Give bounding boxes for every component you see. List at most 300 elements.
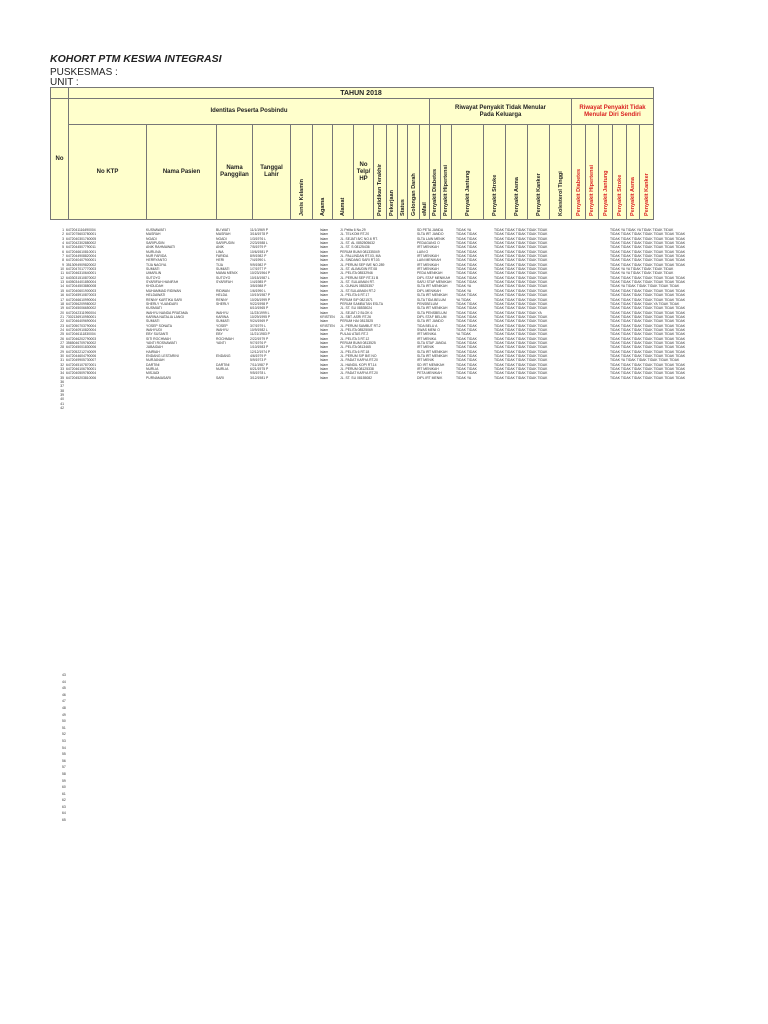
cell-ktp: 6472044908820004 — [66, 254, 97, 259]
cell-fam2: TIDAK TIDAK TIDAK TIDAK TIDAK — [494, 271, 548, 276]
self-history-header: Riwayat Penyakit Tidak Menular Diri Sendiri — [572, 99, 654, 125]
cell-self: TIDAK TIDAK TIDAK TIDAK TIDAK TIDAK TIDAK — [610, 367, 686, 371]
cell-no: 16 — [60, 293, 64, 298]
cell-nama: HELDAWATI — [146, 293, 166, 298]
cell-fam: TIDAK TIDAK — [456, 271, 477, 276]
cell-alamat: JL. ST. ALIMUDIN RT.08 — [340, 267, 378, 272]
cell-agama: Islam — [320, 353, 329, 358]
cell-self: TIDAK TIDAK TIDAK TIDAK TIDAK TIDAK TIDAK — [610, 323, 686, 328]
cell-ktp: 6472046106750001 — [66, 367, 97, 371]
cell-tgl: 3/12/1981 P — [250, 375, 269, 380]
col-email: eMail — [421, 202, 428, 216]
table-row-empty: 61 — [62, 791, 66, 796]
cell-fam2: TIDAK TIDAK TIDAK TIDAK TIDAK — [494, 358, 548, 363]
table-row-empty: 63 — [62, 804, 66, 809]
cell-self: TIDAK TIDAK TIDAK TIDAK TIDAK TIDAK TIDAK — [610, 314, 686, 319]
cell-etc: IRT MENIK — [417, 345, 435, 350]
cell-fam: TIDAK TIDAK — [456, 280, 477, 285]
cell-alamat: JL. PELITA 3 RT.12 — [340, 336, 370, 341]
cell-agama: KRISTEN — [320, 314, 335, 319]
cell-panggilan: SUMIATI — [216, 319, 230, 324]
cell-panggilan: SUTOYO — [216, 275, 231, 280]
cell-no: 31 — [60, 358, 64, 363]
cell-self: TIDAK YA TIDAK TIDAK TIDAK TIDAK TIDAK — [610, 284, 680, 289]
cell-agama: Islam — [320, 362, 329, 367]
col-family-stroke: Penyakit Stroke — [491, 174, 498, 216]
cell-panggilan: SYARIFAH — [216, 280, 233, 285]
cell-ktp: 6472044503880008 — [66, 284, 97, 289]
col-golongan-darah: Golongan Darah — [410, 173, 417, 216]
cell-agama: Islam — [320, 332, 329, 337]
cell-self: TIDAK TIDAK TIDAK TIDAK TIDAK TIDAK TIDAK — [610, 249, 686, 254]
cell-no: 1 — [62, 228, 64, 232]
cell-self: TIDAK TIDAK TIDAK TIDAK TIDAK TIDAK TIDAK — [610, 306, 686, 311]
cell-alamat: JL. ST. AL 0852505632 — [340, 241, 375, 246]
cell-fam2: TIDAK TIDAK TIDAK TIDAK TIDAK — [494, 345, 548, 350]
cell-self: TIDAK TIDAK TIDAK TIDAK YA TIDAK TIDAK — [610, 301, 680, 306]
cell-alamat: JL. HANDIL KOPI RT.14 — [340, 362, 377, 367]
cell-etc: SLTA IRT JANDO — [417, 232, 444, 237]
cell-nama: SYARIFAH HANIFAH — [146, 280, 179, 285]
table-row-empty: 62 — [62, 798, 66, 803]
cell-no: 26 — [60, 336, 64, 341]
table-row-empty: 50 — [62, 719, 66, 724]
cell-ktp: 6472047017770003 — [66, 267, 97, 272]
cell-ktp: 6472045910870003 — [66, 293, 97, 298]
cell-self: TIDAK TIDAK TIDAK TIDAK TIDAK TIDAK TIDAK — [610, 336, 686, 341]
cell-self: TIDAK TIDAK TIDAK TIDAK TIDAK TIDAK TIDAK — [610, 349, 686, 354]
col-family-diabetes: Penyakit Diabetes — [432, 168, 438, 216]
cell-self: TIDAK TIDAK TIDAK TIDAK TIDAK TIDAK TIDAK — [610, 275, 686, 280]
cell-nama: MASRAH — [146, 232, 161, 237]
cell-self: TIDAK TIDAK TIDAK TIDAK TIDAK TIDAK TIDAK — [610, 262, 686, 267]
cell-self: TIDAK YA TIDAK TIDAK TIDAK TIDAK TIDAK — [610, 358, 680, 363]
cell-fam2: TIDAK TIDAK TIDAK TIDAK TIDAK — [494, 353, 548, 358]
cell-fam: TIDAK TIDAK — [456, 371, 477, 376]
cell-panggilan: WAHYU — [216, 327, 229, 332]
cell-fam2: TIDAK TIDAK TIDAK TIDAK TIDAK — [494, 245, 548, 250]
cell-alamat: JL. PELITA 08532946 — [340, 271, 373, 276]
cell-ktp: 6472044604790006 — [66, 353, 97, 358]
cell-alamat: JL. PADAT KARYA RT.20 — [340, 371, 378, 376]
cell-fam2: TIDAK TIDAK TIDAK TIDAK TIDAK — [494, 232, 548, 237]
cell-panggilan: SARI — [216, 375, 224, 380]
cell-no: 40 — [60, 397, 64, 402]
cell-panggilan: ANIK — [216, 245, 224, 250]
cell-fam: TIDAK TIDAK — [456, 267, 477, 272]
cell-fam: TIDAK TIDAK — [456, 340, 477, 345]
cell-self: TIDAK TIDAK TIDAK TIDAK TIDAK TIDAK TIDAK — [610, 375, 686, 380]
cell-etc: IRT MENIKAH — [417, 254, 439, 259]
cell-nama: SARIPUDIN — [146, 241, 165, 246]
cell-etc: IRT MENIKAH — [417, 267, 439, 272]
cell-nama: SUMIATI — [146, 319, 160, 324]
cell-nama: KARINA NATALIA LANGI — [146, 314, 184, 319]
table-row-empty: 65 — [62, 818, 66, 823]
no-header: No — [51, 99, 69, 220]
cell-fam2: TIDAK TIDAK TIDAK TIDAK TIDAK — [494, 371, 548, 376]
cell-tgl: 1/6/1990 L — [250, 288, 267, 293]
cell-panggilan: NGADI — [216, 236, 227, 241]
cell-no: 38 — [60, 388, 64, 393]
cell-no: 19 — [60, 306, 64, 311]
cell-no: 6 — [62, 249, 64, 254]
cell-self: TIDAK TIDAK TIDAK TIDAK TIDAK TIDAK TIDAK — [610, 310, 686, 315]
cell-fam2: TIDAK TIDAK TIDAK TIDAK TIDAK — [494, 362, 548, 367]
cell-panggilan: ROCHMAH — [216, 336, 234, 341]
cell-ktp: 7302136910950001 — [66, 314, 97, 319]
cell-ktp: 3513094909820002 — [66, 262, 97, 267]
cell-nama: JUBAIDAH — [146, 345, 163, 350]
cell-no: 14 — [60, 284, 64, 289]
cell-panggilan: RENNY — [216, 297, 228, 302]
family-history-header: Riwayat Penyakit Tidak Menular Pada Keluarga — [430, 99, 572, 125]
cell-alamat: PERUM HAI 0813525 — [340, 319, 373, 324]
cell-ktp: 6472041116490004 — [66, 228, 96, 232]
cell-ktp: 6472046610990004 — [66, 297, 97, 302]
cell-alamat: JL. TELKOM RT.20 — [340, 232, 370, 237]
cell-alamat: JL. PELITA 6 RT.18 — [340, 349, 370, 354]
cell-ktp: 6472046409690004 — [66, 319, 97, 324]
cell-self: TIDAK TIDAK TIDAK TIDAK TIDAK TIDAK TIDAK — [610, 241, 686, 246]
col-self-jantung: Penyakit Jantung — [602, 170, 609, 216]
cell-no: 41 — [60, 401, 64, 406]
cell-tgl: 11/23/1999 L — [250, 310, 270, 315]
cell-tgl: 3/16/1978 P — [250, 232, 269, 237]
cell-etc: SARJ STAF MENIKAH — [417, 280, 452, 285]
cell-fam: TIDAK TIDAK — [456, 327, 477, 332]
cell-no: 11 — [60, 271, 64, 276]
cell-fam2: TIDAK TIDAK TIDAK TIDAK TIDAK — [494, 332, 548, 337]
cell-ktp: 6472052212740009 — [66, 349, 97, 354]
cell-etc: IRT MENIKAH — [417, 262, 439, 267]
cell-no: 23 — [60, 323, 64, 328]
cell-agama: Islam — [320, 349, 329, 354]
cell-alamat: JL. PERUM SAMBUT RT.2 — [340, 323, 381, 328]
cell-self: TIDAK TIDAK TIDAK TIDAK TIDAK TIDAK TIDAK — [610, 340, 686, 345]
cell-etc: IRT MENIKA — [417, 332, 437, 337]
cell-tgl: 10/26/1999 P — [250, 297, 271, 302]
cell-ktp: 6472042302880002 — [66, 241, 97, 246]
col-status: Status — [399, 199, 406, 216]
cell-etc: LAIN MENIKAH — [417, 258, 441, 263]
table-row-empty: 43 — [62, 673, 66, 677]
table-row-empty: 54 — [62, 745, 66, 750]
cell-self: TIDAK TIDAK TIDAK TIDAK TIDAK TIDAK TIDAK — [610, 362, 686, 367]
cell-fam2: TIDAK TIDAK TIDAK TIDAK TIDAK — [494, 293, 548, 298]
cell-nama: SUTOYO — [146, 275, 161, 280]
cell-panggilan: KARINA — [216, 314, 229, 319]
col-family-hipertensi: Penyakit Hipertensi — [443, 164, 449, 216]
table-row-empty: 60 — [62, 785, 66, 790]
table-row-empty: 52 — [62, 732, 66, 737]
cell-no: 5 — [62, 245, 64, 250]
cell-no: 25 — [60, 332, 64, 337]
cell-fam: TIDAK TIDAK — [456, 310, 477, 315]
cell-alamat: JL. PERUM 08125338 — [340, 367, 374, 371]
cell-panggilan: HELDA — [216, 293, 228, 298]
cell-agama: Islam — [320, 284, 329, 289]
cell-etc: SLTA LAIN MENIK — [417, 236, 445, 241]
cell-alamat: JL. PERUM SIP B/E NO — [340, 353, 377, 358]
cell-agama: Islam — [320, 236, 329, 241]
table-row-empty: 45 — [62, 686, 66, 691]
cell-fam2: TIDAK TIDAK TIDAK TIDAK TIDAK — [494, 340, 548, 345]
cell-etc: DIPL IRT MENIK — [417, 375, 443, 380]
col-self-diabetes: Penyakit Diabetes — [575, 168, 582, 216]
cell-etc: IRT MENIKAH — [417, 367, 439, 371]
cell-self: TIDAK YA TIDAK YA TIDAK TIDAK TIDAK — [610, 228, 674, 232]
cell-panggilan: MAMA MENIX — [216, 271, 238, 276]
col-self-hipertensi: Penyakit Hipertensi — [589, 164, 595, 216]
cell-self: TIDAK YA YA TIDAK TIDAK TIDAK TIDAK — [610, 267, 674, 272]
cell-self: TIDAK TIDAK TIDAK TIDAK TIDAK TIDAK TIDAK — [610, 254, 686, 259]
cell-etc: PEDA MENIKAH — [417, 271, 443, 276]
col-self-kanker: Penyakit Kanker — [643, 173, 650, 216]
cell-nama: NGADI — [146, 236, 157, 241]
cell-etc: PENSBELUM — [417, 301, 438, 306]
cell-tgl: 8/9/1982 P — [250, 254, 267, 259]
cell-etc: DIPL MENIKAH — [417, 288, 441, 293]
cell-tgl: 7/4/1990 L — [250, 258, 267, 263]
cell-self: TIDAK TIDAK TIDAK TIDAK TIDAK TIDAK TIDAK — [610, 327, 686, 332]
cell-agama: Islam — [320, 293, 329, 298]
cell-self: TIDAK TIDAK TIDAK TIDAK TIDAK TIDAK TIDAK — [610, 293, 686, 298]
cell-fam: TIDAK TIDAK — [456, 245, 477, 250]
col-nama-pasien: Nama Pasien — [147, 125, 217, 220]
cell-alamat: JL. SEJATI 8/C NO.6 RT. — [340, 236, 378, 241]
cell-fam2: TIDAK TIDAK TIDAK TIDAK TIDAK — [494, 262, 548, 267]
cell-alamat: JL. ST. SU 08535024 — [340, 306, 373, 311]
year-header: TAHUN 2018 — [69, 88, 654, 99]
cell-ktp: 6472046310640001 — [66, 271, 97, 276]
cell-self: TIDAK TIDAK TIDAK TIDAK TIDAK TIDAK TIDAK — [610, 258, 686, 263]
cell-fam2: TIDAK TIDAK TIDAK TIDAK TIDAK — [494, 367, 548, 371]
cell-tgl: 2/23/1988 L — [250, 241, 268, 246]
cell-tgl: 7/11/1987 P — [250, 362, 269, 367]
cell-fam: TIDAK TIDAK — [456, 254, 477, 259]
cell-fam2: TIDAK TIDAK TIDAK TIDAK TIDAK — [494, 267, 548, 272]
cell-no: 29 — [60, 349, 64, 354]
cell-tgl: 3/7/1979 L — [250, 323, 267, 328]
cell-tgl: 9/22/1998 P — [250, 301, 269, 306]
cell-agama: Islam — [320, 262, 329, 267]
col-self-asma: Penyakit Asma — [630, 177, 636, 216]
cell-nama: RENNY KARTIKA SARI — [146, 297, 182, 302]
cell-tgl: 7/5/1979 P — [250, 245, 267, 250]
cell-fam2: TIDAK TIDAK TIDAK TIDAK TIDAK — [494, 327, 548, 332]
cell-agama: Islam — [320, 301, 329, 306]
cell-agama: Islam — [320, 310, 329, 315]
cell-tgl: 10/6/1981 P — [250, 249, 269, 254]
cell-agama: Islam — [320, 358, 329, 363]
cell-etc: PEDAGANG O — [417, 241, 440, 246]
cell-panggilan: SUMIATI — [216, 267, 230, 272]
table-row-empty: 47 — [62, 699, 66, 704]
cell-fam2: TIDAK TIDAK TIDAK TIDAK TIDAK — [494, 228, 548, 232]
cell-alamat: PERUM SAMBUTAN ESLTA — [340, 301, 383, 306]
cell-no: 10 — [60, 267, 64, 272]
unit-label: UNIT : — [50, 77, 79, 88]
cell-no: 32 — [60, 362, 64, 367]
cell-fam: TIDAK YA — [456, 228, 472, 232]
cell-tgl: 12/12/1974 P — [250, 349, 271, 354]
cell-alamat: JL. ST. SULAIMAN RT. — [340, 280, 375, 285]
cell-fam2: TIDAK TIDAK TIDAK TIDAK TIDAK — [494, 306, 548, 311]
cell-panggilan: DARTINI — [216, 362, 230, 367]
cell-nama: NUR FARIDA — [146, 254, 167, 259]
table-row-empty: 48 — [62, 705, 66, 710]
cell-self: TIDAK YA YA TIDAK TIDAK TIDAK TIDAK — [610, 271, 674, 276]
cell-fam: TIDAK YA — [456, 288, 472, 293]
cell-fam: YA TIDAK — [456, 332, 471, 337]
cell-nama: HAIRIAH — [146, 349, 160, 354]
cell-no: 28 — [60, 345, 64, 350]
table-row-empty: 57 — [62, 765, 66, 770]
cell-nama: DARTINI — [146, 362, 160, 367]
cell-self: TIDAK TIDAK TIDAK TIDAK TIDAK TIDAK TIDAK — [610, 236, 686, 241]
table-row-empty: 55 — [62, 752, 66, 757]
cell-fam: TIDAK TIDAK — [456, 301, 477, 306]
cell-tgl: 1/4/1985 P — [250, 280, 267, 285]
cell-self: TIDAK TIDAK TIDAK TIDAK TIDAK TIDAK TIDAK — [610, 353, 686, 358]
cell-no: 37 — [60, 384, 64, 389]
cell-no: 30 — [60, 353, 64, 358]
cell-alamat: JL. SINDANG SARI RT.03 — [340, 258, 380, 263]
cell-etc: SLTA TIDA BELUM — [417, 297, 446, 302]
table-row-empty: 49 — [62, 712, 66, 717]
cell-alamat: JL. ST. SU 08155082 — [340, 375, 373, 380]
cell-alamat: PERUM BUMI 081335049 — [340, 249, 380, 254]
cell-alamat: JL. PERUM SEP B/E NO.289 — [340, 262, 385, 267]
cell-ktp: 6472045006650002 — [66, 306, 97, 311]
cell-ktp: 6472050703790004 — [66, 323, 97, 328]
cell-fam: TIDAK TIDAK — [456, 236, 477, 241]
cell-agama: Islam — [320, 319, 329, 324]
cell-ktp: 6472040601900003 — [66, 288, 97, 293]
cell-fam2: TIDAK TIDAK TIDAK TIDAK TIDAK — [494, 301, 548, 306]
cell-fam2: TIDAK TIDAK TIDAK TIDAK YA — [494, 310, 542, 315]
cell-tgl: 10/19/1987 P — [250, 293, 271, 298]
cell-self: TIDAK TIDAK TIDAK TIDAK TIDAK TIDAK TIDAK — [610, 297, 686, 302]
cell-alamat: JL. GUNUN 08525357 — [340, 284, 374, 289]
cell-nama: TIJA NAGIYA — [146, 262, 167, 267]
cell-agama: Islam — [320, 367, 329, 371]
cell-agama: Islam — [320, 297, 329, 302]
cell-nama: WAHYU NANDA PRATAMA — [146, 310, 188, 315]
cell-tgl: 9/5/1978 L — [250, 371, 267, 376]
cell-no: 35 — [60, 375, 64, 380]
cell-etc: PETA MENIKAH — [417, 371, 442, 376]
cell-panggilan: TIJA — [216, 262, 223, 267]
cell-etc: SLTA PENSBELUM — [417, 310, 447, 315]
cell-nama: WAHYUDI — [146, 327, 162, 332]
cell-panggilan: WAHYU — [216, 310, 229, 315]
col-no-ktp: No KTP — [69, 125, 147, 220]
identity-group-header: Identitas Peserta Posbindu — [69, 99, 430, 125]
cell-no: 21 — [60, 314, 64, 319]
cell-alamat: JL. SEJATI 2 BLOK 6 — [340, 310, 373, 315]
cell-ktp: 6472040301760005 — [66, 236, 97, 241]
table-row-empty: 56 — [62, 758, 66, 763]
cell-panggilan: ENDANG — [216, 353, 231, 358]
cell-agama: Islam — [320, 258, 329, 263]
cell-fam2: TIDAK TIDAK TIDAK TIDAK TIDAK — [494, 258, 548, 263]
cell-etc: SD IRT MENIKAH — [417, 362, 445, 367]
cell-fam: TIDAK TIDAK — [456, 323, 477, 328]
cell-fam: TIDAK TIDAK — [456, 241, 477, 246]
col-tanggal-lahir: Tanggal Lahir — [253, 125, 291, 220]
cell-panggilan: SARIPUDIN — [216, 241, 235, 246]
cell-no: 13 — [60, 280, 64, 285]
cell-tgl: 9/7/1976 P — [250, 340, 267, 345]
cell-fam2: TIDAK TIDAK TIDAK TIDAK TIDAK — [494, 236, 548, 241]
cell-alamat: JL. PELITA 0813465 — [340, 345, 371, 350]
col-family-kanker: Penyakit Kanker — [535, 173, 542, 216]
cell-no: 22 — [60, 319, 64, 324]
table-row-empty: 51 — [62, 725, 66, 730]
cell-tgl: 11/21/1983 P — [250, 332, 270, 337]
cell-tgl: 1/7/1977 P — [250, 267, 267, 272]
cell-panggilan: LINA — [216, 249, 224, 254]
cell-tgl: 10/15/1987 L — [250, 275, 270, 280]
cell-panggilan: MASRAH — [216, 232, 231, 237]
cell-etc: SLTA IRT JANDO — [417, 319, 444, 324]
col-pendidikan: Pendidikan Terakhir — [377, 163, 383, 216]
cell-fam: TIDAK TIDAK — [456, 258, 477, 263]
cell-fam2: TIDAK TIDAK TIDAK TIDAK TIDAK — [494, 319, 548, 324]
table-row-empty: 64 — [62, 811, 66, 816]
cell-alamat: JL. PERUM SEP RT.31 B — [340, 275, 379, 280]
cell-nama: SITI ROCHMAH — [146, 336, 171, 341]
table-row-empty: 44 — [62, 679, 66, 684]
cell-fam2: TIDAK TIDAK TIDAK TIDAK TIDAK — [494, 275, 548, 280]
cell-nama: MUHAMMAD RIDWAN — [146, 288, 181, 293]
cell-fam: TIDAK TIDAK — [456, 336, 477, 341]
cell-ktp: 6472044507790011 — [66, 245, 96, 250]
header-table — [50, 87, 654, 220]
cell-no: 33 — [60, 367, 64, 371]
cell-fam2: TIDAK TIDAK TIDAK TIDAK TIDAK — [494, 314, 548, 319]
cell-fam: TIDAK TIDAK — [456, 345, 477, 350]
cell-no: 24 — [60, 327, 64, 332]
cell-alamat: Jl. Pelita 6 No.29 — [340, 228, 366, 232]
cell-nama: NURLINA — [146, 249, 161, 254]
cell-nama: KHOLIDAH — [146, 284, 164, 289]
cell-etc: SLTA IRT MENIKAH — [417, 349, 448, 354]
cell-etc: SD PETA JANDA — [417, 228, 444, 232]
cell-alamat: JL. SBT. ASRI RT.26 — [340, 314, 372, 319]
cell-ktp: 6472046111830004 — [66, 332, 96, 337]
cell-fam: TIDAK TIDAK — [456, 306, 477, 311]
cell-no: 27 — [60, 340, 64, 345]
cell-no: 15 — [60, 288, 64, 293]
cell-no: 12 — [60, 275, 64, 280]
cell-ktp: 6472046202790003 — [66, 336, 97, 341]
cell-fam: TIDAK TIDAK — [456, 275, 477, 280]
cell-no: 17 — [60, 297, 64, 302]
cell-etc: TIDA BELU A — [417, 323, 438, 328]
cell-panggilan: FARIDA — [216, 254, 229, 259]
cell-no: 3 — [62, 236, 64, 241]
cell-etc: SLTA IRT MENIKAH — [417, 353, 448, 358]
cell-agama: Islam — [320, 241, 329, 246]
cell-ktp: 6472045001830006 — [66, 345, 97, 350]
cell-fam2: TIDAK TIDAK TIDAK TIDAK TIDAK — [494, 284, 548, 289]
cell-tgl: 10/29/1995 P — [250, 314, 271, 319]
cell-ktp: 6472046610810001 — [66, 249, 97, 254]
cell-no: 2 — [62, 232, 64, 237]
